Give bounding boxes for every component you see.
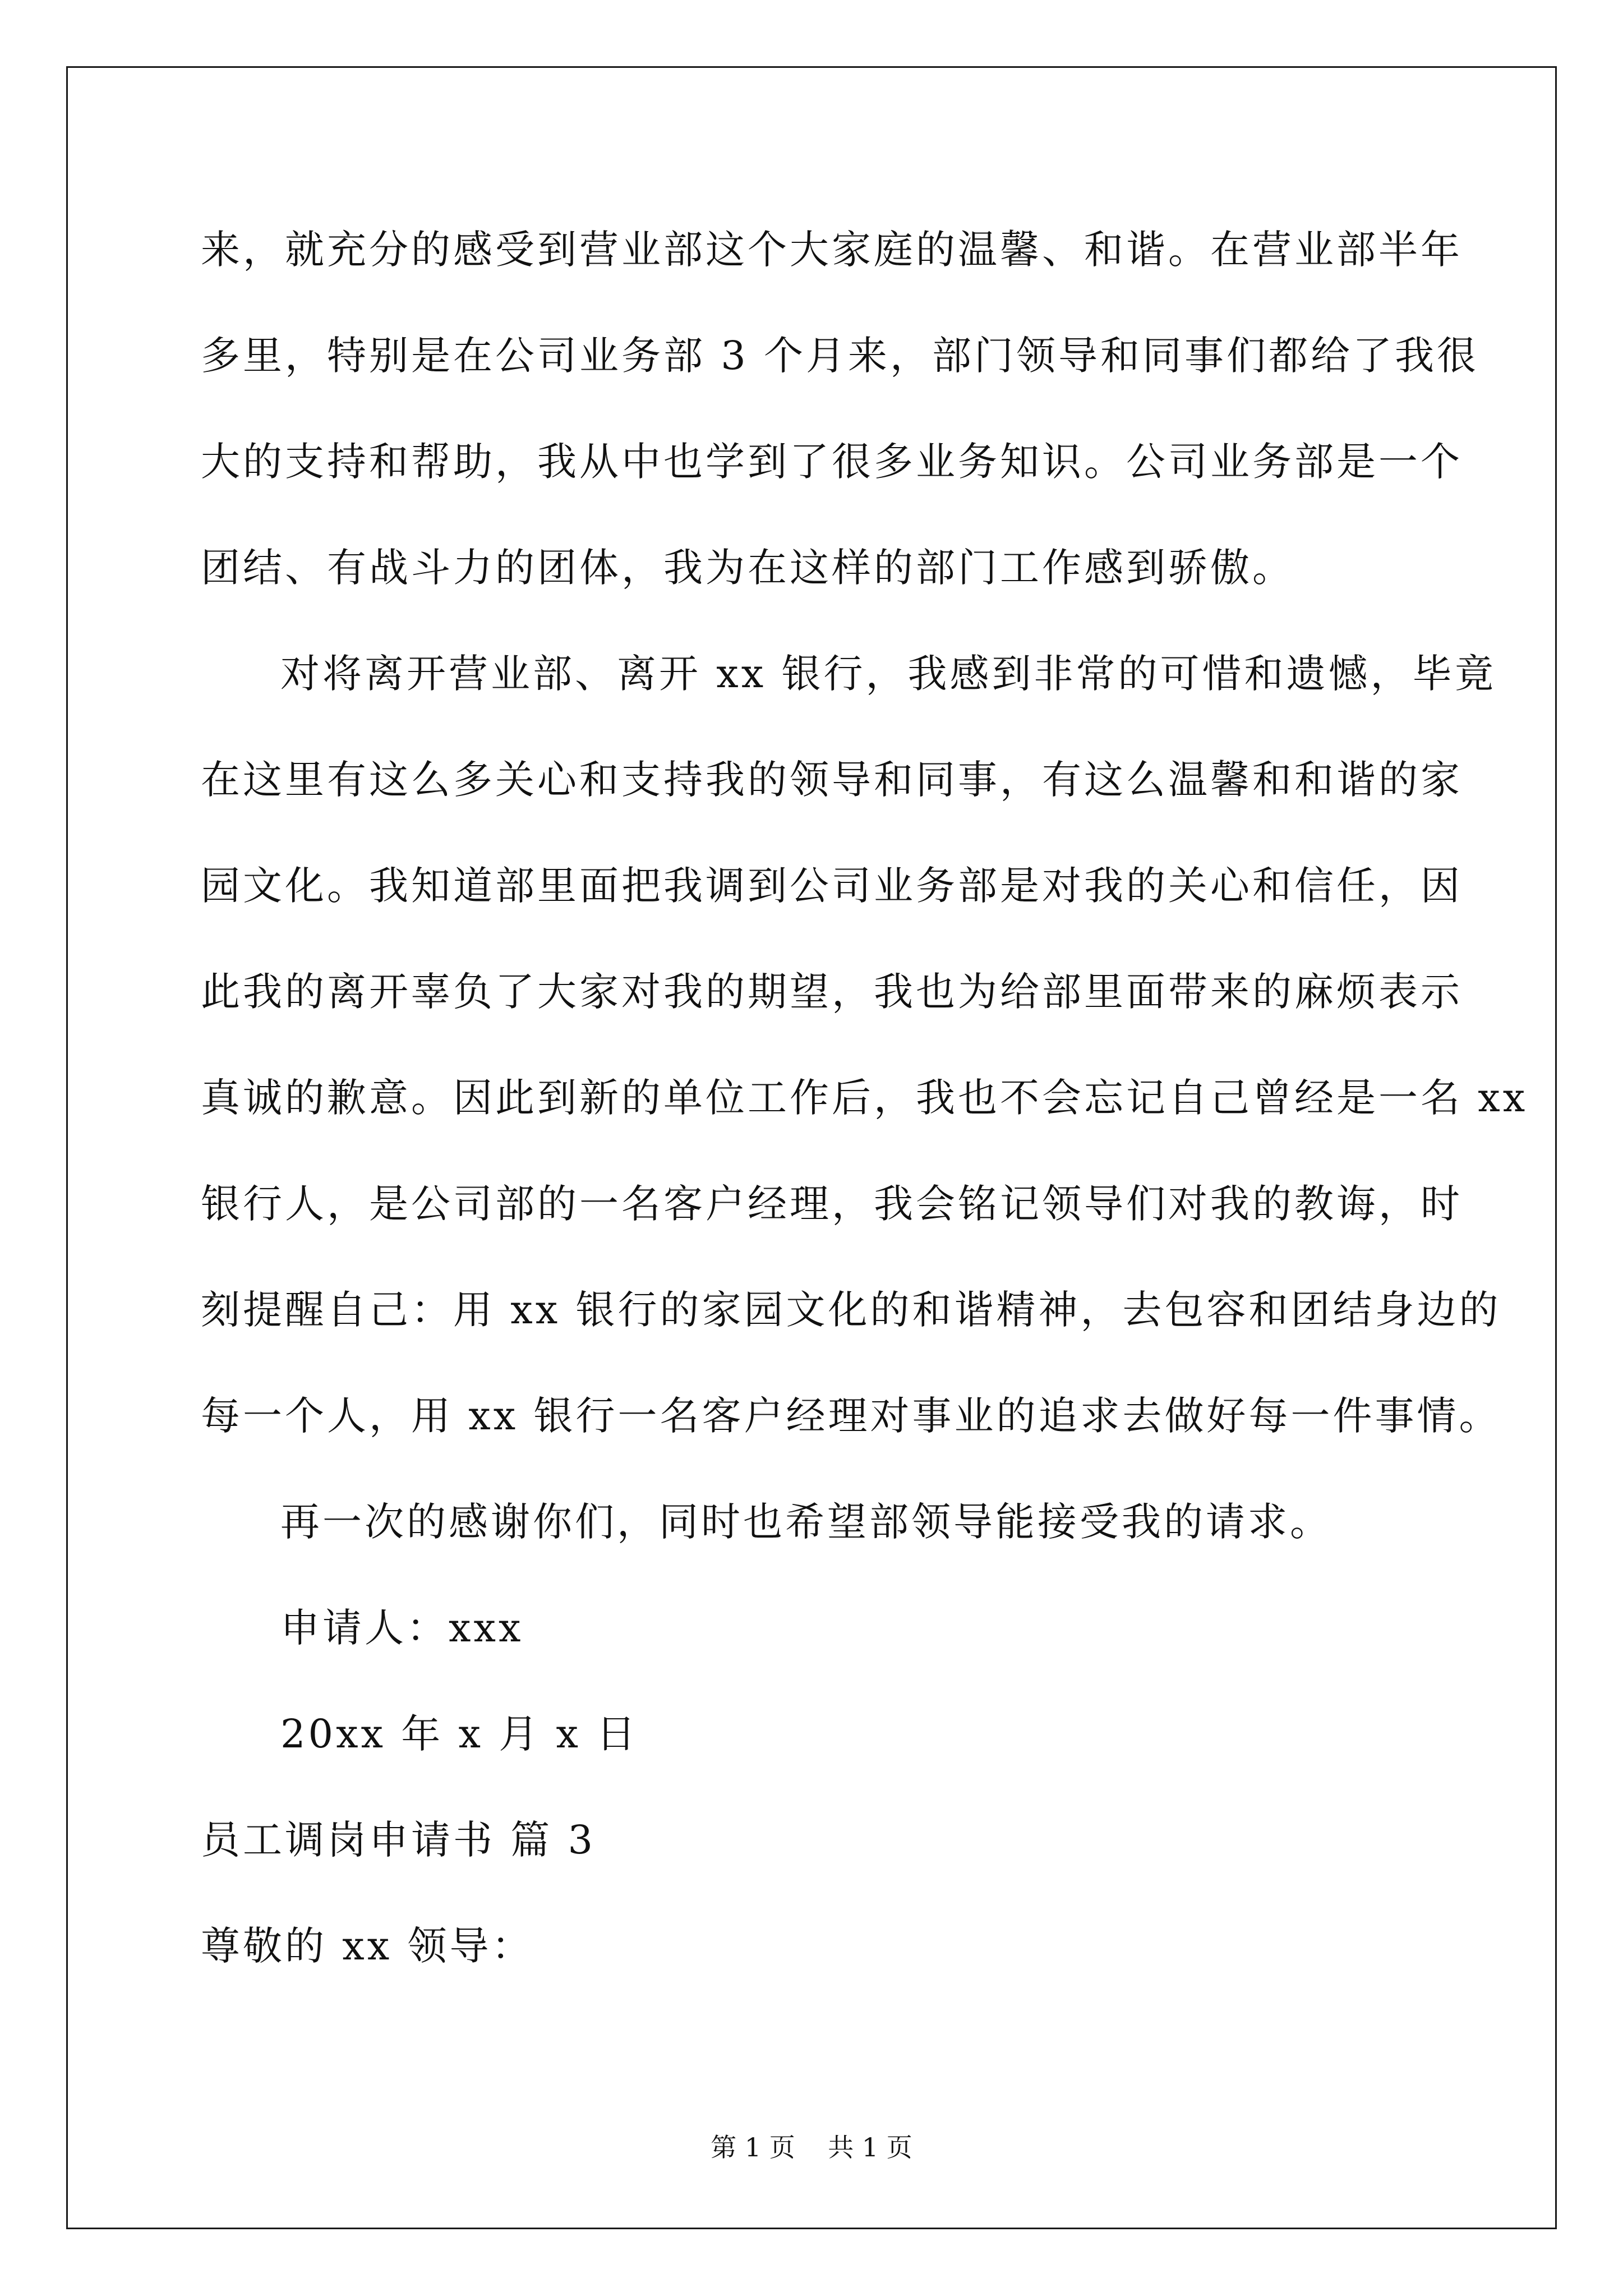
body-text-line: 园文化。我知道部里面把我调到公司业务部是对我的关心和信任，因 xyxy=(201,863,1463,909)
body-text-line: 在这里有这么多关心和支持我的领导和同事，有这么温馨和和谐的家 xyxy=(201,757,1463,803)
page-border xyxy=(66,66,1557,2229)
section-title: 员工调岗申请书 篇 3 xyxy=(201,1817,596,1863)
date-line: 20xx 年 x 月 x 日 xyxy=(280,1711,639,1757)
body-text-line: 每一个人，用 xx 银行一名客户经理对事业的追求去做好每一件事情。 xyxy=(201,1393,1501,1439)
body-text-line: 多里，特别是在公司业务部 3 个月来，部门领导和同事们都给了我很 xyxy=(201,333,1479,379)
body-text-line: 团结、有战斗力的团体，我为在这样的部门工作感到骄傲。 xyxy=(201,545,1294,591)
salutation-line: 尊敬的 xx 领导： xyxy=(201,1923,534,1969)
page-footer: 第 1 页 共 1 页 xyxy=(711,2132,912,2162)
body-text-line: 来，就充分的感受到营业部这个大家庭的温馨、和谐。在营业部半年 xyxy=(201,227,1463,273)
applicant-line: 申请人：xxx xyxy=(280,1605,524,1651)
body-text-line: 再一次的感谢你们，同时也希望部领导能接受我的请求。 xyxy=(280,1499,1332,1545)
body-text-line: 大的支持和帮助，我从中也学到了很多业务知识。公司业务部是一个 xyxy=(201,439,1463,485)
body-text-line: 真诚的歉意。因此到新的单位工作后，我也不会忘记自己曾经是一名 xx xyxy=(201,1075,1528,1121)
body-text-line: 对将离开营业部、离开 xx 银行，我感到非常的可惜和遗憾，毕竟 xyxy=(280,651,1497,697)
body-text-line: 此我的离开辜负了大家对我的期望，我也为给部里面带来的麻烦表示 xyxy=(201,969,1463,1015)
body-text-line: 银行人，是公司部的一名客户经理，我会铭记领导们对我的教诲，时 xyxy=(201,1181,1463,1227)
body-text-line: 刻提醒自己：用 xx 银行的家园文化的和谐精神，去包容和团结身边的 xyxy=(201,1287,1501,1333)
